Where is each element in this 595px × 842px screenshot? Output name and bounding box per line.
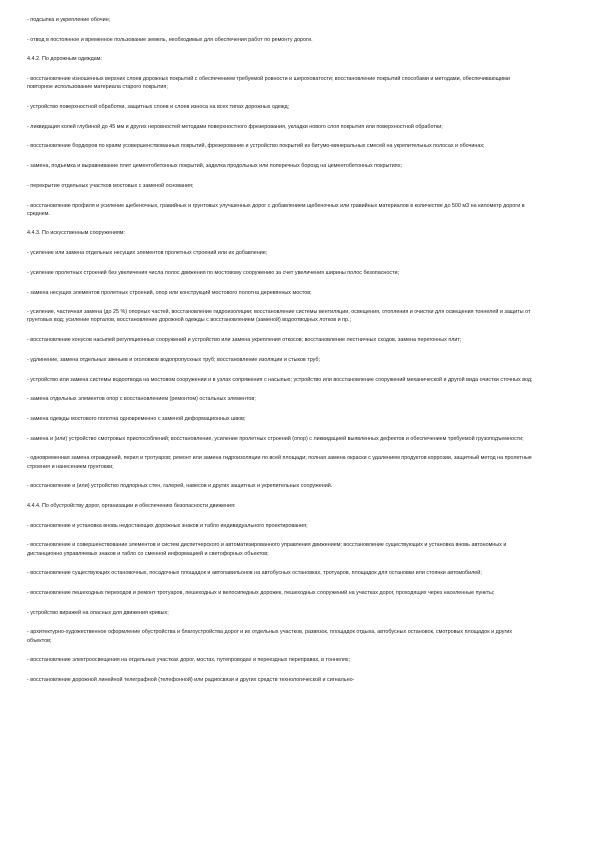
list-item: - восстановление существующих остановочных, посадочных площадок и автопавильонов на автобусных остановках, тротуаров, площадок для остановки или стоянки автомобилей; — [27, 570, 482, 577]
list-item: - восстановление электроосвещения на отдельных участках дорог, мостах, путепроводах и переездных переправах, в тоннелях; — [27, 657, 350, 664]
list-item: - замена, подъемка и выравнивание плит цементобетонных покрытий, заделка продольных или поперечных борозд на цементобетонных покрытиях; — [27, 163, 402, 170]
list-item: - устройство или замена системы водоотвода на мостовом сооружении и в узлах сопряжения с насыпью; устройство или восстановление сооружений механической и другой вида очистки сточных вод; — [27, 376, 533, 383]
section-heading: 4.4.4. По обустройству дорог, организации и обеспечению безопасности движения: — [27, 502, 236, 509]
list-item: - подсыпка и укрепление обочин; — [27, 17, 111, 23]
list-item: - одновременная замена ограждений, перил и тротуаров; ремонт или замена гидроизоляции по всей площади; полная замена окраски с удалением продуктов коррозии, защитный метод на пролетные строения и нанесением грунтовки; — [27, 455, 532, 470]
list-item: - удлинение, замена отдельных звеньев и оголовков водопропускных труб; восстановление изоляции и стыков труб; — [27, 356, 320, 363]
list-item: - усиление, частичная замена (до 25 %) опорных частей, восстановление гидроизоляции; восстановление системы вентиляции, освещения, отопления и очистки для освещения тоннелей и защиты от грунтовых вод; усиление порталов, восстановление дорожной одежды с восстановлением (заменой) водоотводных лотков и пр.; — [27, 309, 531, 324]
list-item: - замена несущих элементов пролетных строений, опор или конструкций мостового полотна деревянных мостов; — [27, 289, 312, 296]
list-item: - устройство поверхностной обработки, защитных слоев и слоев износа на всех типах дорожных одежд; — [27, 104, 290, 111]
section-heading: 4.4.3. По искусственным сооружениям: — [27, 230, 125, 237]
list-item: - восстановление и совершенствование элементов и систем диспетчерского и автоматизированного управления движением; восстановление существующих и установка вновь автономных и дистанционно управляемых знаков и табло со сменной информацией и светофорных объектов; — [27, 542, 507, 557]
list-item: - перекрытие отдельных участков мостовых с заменой основания; — [27, 182, 194, 189]
list-item: - замена отдельных элементов опор с восстановлением (ремонтом) остальных элементов; — [27, 396, 256, 403]
list-item: - восстановление бордюров по краям усовершенствованных покрытий, фрезерование и устройство покрытий из битумо-минеральных смесей на укрепительных полосах и обочинах; — [27, 143, 485, 150]
list-item: - восстановление изношенных верхних слоев дорожных покрытий с обеспечением требуемой ровности и шероховатости; восстановление покрытий способами и методами, обеспечивающими повторное использование материала старого покрытия; — [27, 76, 510, 91]
list-item: - устройство виражей на опасных для движения кривых; — [27, 609, 169, 616]
list-item: - замена и (или) устройство смотровых приспособлений; восстановление, усиление пролетных строений (опор) с ликвидацией выявленных дефектов и обеспечением требуемой грузоподъемности; — [27, 435, 524, 442]
list-item: - отвод в постоянное и временное пользование земель, необходимых для обеспечения работ по ремонту дороги. — [27, 36, 313, 43]
section-heading: 4.4.2. По дорожным одеждам: — [27, 56, 103, 63]
list-item: - архитектурно-художественное оформление обустройства и благоустройства дорог и их отдельных участков, развязок, площадок отдыха, автобусных остановок, смотровых площадок и других объектов; — [27, 629, 513, 644]
list-item: - восстановление дорожной линейной телеграфной (телефонной) или радиосвязи и других средств технологической и сигнально- — [27, 677, 355, 684]
list-item: - восстановление конусов насыпей регуляционных сооружений и устройство или замена укрепления откосов; восстановление лестничных сходов, замена перегонных плит; — [27, 337, 462, 344]
list-item: - усиление пролетных строений без увеличения числа полос движения по мостовому сооружению за счет увеличения ширины полос безопасности; — [27, 269, 400, 276]
list-item: - восстановление и (или) устройство подпорных стен, галерей, навесов и других защитных и укрепительных сооружений. — [27, 483, 333, 490]
list-item: - восстановление и установка вновь недостающих дорожных знаков и табло индивидуального проектирования; — [27, 522, 308, 529]
list-item: - восстановление пешеходных переходов и ремонт тротуаров, пешеходных и велосипедных дорожек, пешеходных сооружений на участках дорог, проходящих через населенные пункты; — [27, 590, 495, 596]
list-item: - восстановление профиля и усиление щебеночных, гравийных и грунтовых улучшенных дорог с добавлением щебеночных или гравийных материалов в количестве до 500 м3 на километр дороги в среднем. — [27, 202, 525, 217]
list-item: - ликвидация колей глубиной до 45 мм и других неровностей методами поверхностного фрезерования, укладки нового слоя покрытия или поверхностной обработки; — [27, 123, 443, 130]
list-item: - замена одежды мостового полотна одновременно с заменой деформационных швов; — [27, 415, 246, 422]
list-item: - усиление или замена отдельных несущих элементов пролетных строений или их добавление; — [27, 250, 268, 257]
